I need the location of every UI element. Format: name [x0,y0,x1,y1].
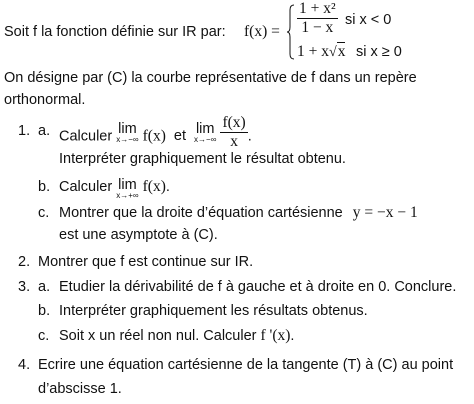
q1a-fraction [220,114,247,151]
q2-number: 2. [18,254,31,270]
q1b-statement [59,178,170,200]
q1b-fx: f(x) [142,178,166,195]
q4-text: Ecrire une équation cartésienne de la tangente (T) à (C) au point [38,357,454,373]
q1a-limit-2 [194,122,216,144]
q1a-limit [116,122,138,144]
q3c-label: c. [38,328,50,344]
definition-line-1: On désigne par (C) la courbe représentative de f dans un repère [4,70,417,86]
q1b-lim-sub: x→+∞ [116,191,139,200]
q1a-et: et [173,128,186,145]
q1a-period: . [247,128,252,145]
case1-condition: si x < 0 [345,12,392,28]
q3a-label: a. [38,279,51,295]
q2-text: Montrer que f est continue sur IR. [38,254,254,270]
q1b-period: . [165,179,170,195]
q1a-frac-den: x [220,132,247,151]
q1c-label: c. [38,205,50,221]
q3-number: 3. [18,279,31,295]
q4-line2: d’abscisse 1. [38,381,122,397]
q1a-lim-sub: x→−∞ [116,135,139,144]
q1c-text: Montrer que la droite d’équation cartésienne [59,205,343,221]
q3b-text: Interpréter graphiquement les résultats obtenus. [59,303,368,319]
q1b-label: b. [38,179,51,195]
intro-text: Soit f la fonction définie sur IR par: [4,24,226,40]
q1a-lim-sub-2: x→−∞ [194,135,217,144]
q3b-label: b. [38,303,51,319]
q1b-lim-word: lim [118,177,137,193]
case2-term: 1 + x [297,43,329,60]
q1c-line2: est une asymptote à (C). [59,227,218,243]
q1a-calc: Calculer [59,128,113,145]
q4-number: 4. [18,357,31,373]
q1c-statement [59,204,418,222]
q1-number: 1. [18,123,31,139]
case1-fraction [297,0,338,37]
q1a-statement [59,114,252,151]
q1c-equation: y = −x − 1 [352,204,418,221]
case1-denominator: 1 − x [297,18,338,37]
q3a-text: Etudier la dérivabilité de f à gauche et à droite en 0. Conclure. [59,279,457,295]
q1a-lim-word-2: lim [195,121,215,137]
case2-expression: 1 + x√x [297,43,346,60]
definition-line-2: orthonormal. [4,92,86,108]
q1b-calc: Calculer [59,179,113,195]
case1-numerator: 1 + x² [299,0,336,17]
q3c-text: Soit x un réel non nul. Calculer [59,328,257,344]
case2-sqrt-arg: x [337,43,346,60]
q3c-expr: f '(x) [260,327,291,344]
q1a-interpret: Interpréter graphiquement le résultat obtenu. [59,151,346,167]
q1b-limit [116,178,138,200]
q3c-statement [59,327,294,345]
piecewise-brace-icon [287,4,295,60]
q1a-fx: f(x) [142,127,166,145]
q1a-lim-word: lim [118,121,137,137]
q1a-label: a. [38,123,51,139]
q1a-frac-num: f(x) [222,114,246,131]
q3c-period: . [290,328,295,344]
function-label: f(x) = [244,23,280,40]
case2-condition: si x ≥ 0 [356,44,402,60]
